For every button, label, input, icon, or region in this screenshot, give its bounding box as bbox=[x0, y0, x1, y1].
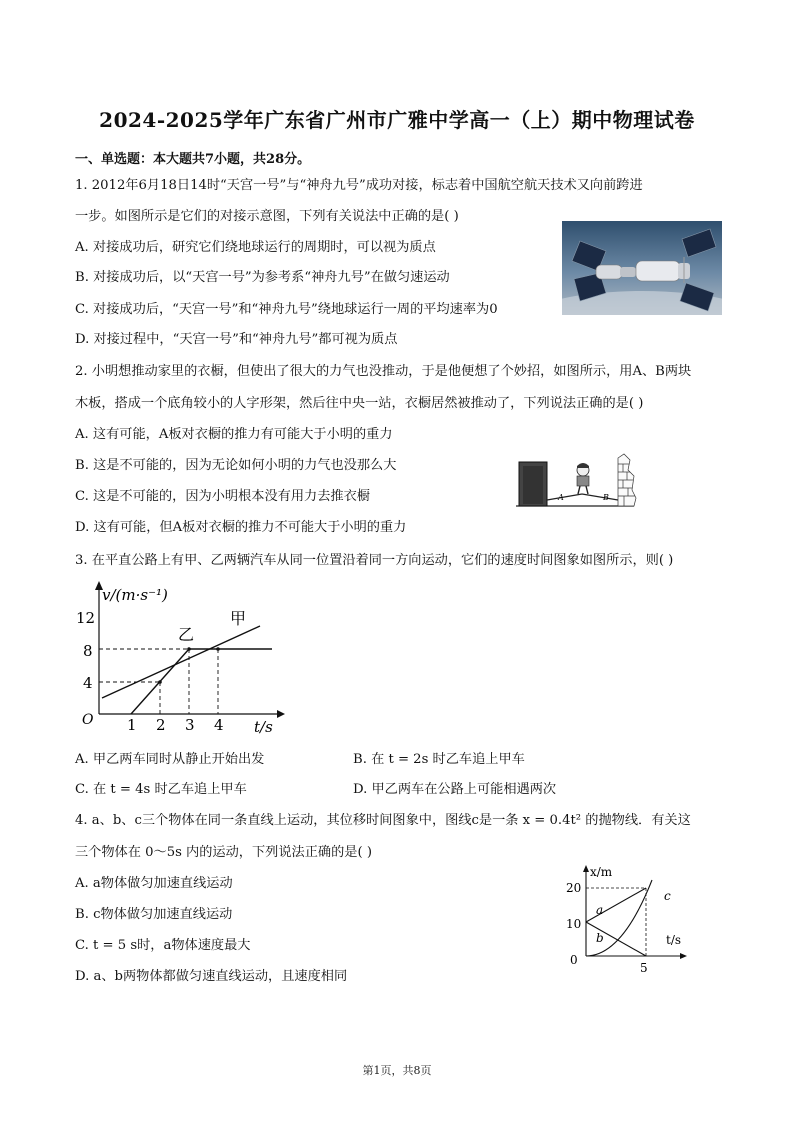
q3-xtick-4: 4 bbox=[214, 716, 224, 734]
q1-option-a[interactable]: A. 对接成功后，研究它们绕地球运行的周期时，可以视为质点 bbox=[75, 240, 436, 255]
q4-y-axis-label: x/m bbox=[590, 865, 613, 879]
q3-label-yi: 乙 bbox=[178, 625, 195, 644]
q4-ytick-20: 20 bbox=[566, 881, 582, 895]
q3-line-yi bbox=[131, 649, 272, 714]
q3-x-axis-label: t/s bbox=[254, 718, 273, 736]
page-footer: 第1页，共8页 bbox=[362, 1064, 432, 1077]
q4-label-c: c bbox=[664, 889, 671, 903]
q1-option-d[interactable]: D. 对接过程中，“天宫一号”和“神舟九号”都可视为质点 bbox=[75, 332, 398, 347]
q1-option-c[interactable]: C. 对接成功后，“天宫一号”和“神舟九号”绕地球运行一周的平均速率为0 bbox=[75, 302, 498, 317]
q2-stem-line2: 木板，搭成一个底角较小的人字形架，然后往中央一站，衣橱居然被推动了，下列说法正确的是( ) bbox=[75, 396, 644, 411]
q3-option-b[interactable]: B. 在 t = 2s 时乙车追上甲车 bbox=[353, 752, 525, 767]
q4-option-c[interactable]: C. t = 5 s时，a物体速度最大 bbox=[75, 938, 251, 953]
board-b-label: B bbox=[603, 493, 609, 502]
q4-option-d[interactable]: D. a、b两物体都做匀速直线运动，且速度相同 bbox=[75, 969, 348, 984]
q3-xtick-1: 1 bbox=[127, 716, 137, 734]
q4-stem-line2: 三个物体在 0～5s 内的运动，下列说法正确的是( ) bbox=[75, 845, 372, 860]
q4-ytick-10: 10 bbox=[566, 917, 582, 931]
q2-option-c[interactable]: C. 这是不可能的，因为小明根本没有用力去推衣橱 bbox=[75, 489, 370, 504]
q4-x-axis-label: t/s bbox=[666, 933, 682, 947]
wardrobe-push-figure bbox=[512, 450, 644, 510]
q3-ytick-8: 8 bbox=[83, 642, 93, 660]
q4-guide-lines bbox=[586, 888, 646, 956]
q4-option-b[interactable]: B. c物体做匀加速直线运动 bbox=[75, 907, 233, 922]
q1-option-b[interactable]: B. 对接成功后，以“天宫一号”为参考系“神舟九号”在做匀速运动 bbox=[75, 270, 450, 285]
section-heading: 一、单选题：本大题共7小题，共28分。 bbox=[75, 152, 311, 167]
q1-stem-line2: 一步。如图所示是它们的对接示意图，下列有关说法中正确的是( ) bbox=[75, 209, 459, 224]
q3-label-jia: 甲 bbox=[230, 609, 247, 628]
q1-stem-line1: 1. 2012年6月18日14时“天宫一号”与“神舟九号”成功对接，标志着中国航空航天技术又向前跨进 bbox=[75, 178, 643, 193]
q4-displacement-time-graph bbox=[560, 862, 692, 974]
q2-option-b[interactable]: B. 这是不可能的，因为无论如何小明的力气也没那么大 bbox=[75, 458, 397, 473]
q4-line-a bbox=[586, 888, 646, 922]
q4-origin-label: 0 bbox=[570, 953, 578, 967]
q2-option-d[interactable]: D. 这有可能，但A板对衣橱的推力不可能大于小明的重力 bbox=[75, 520, 407, 535]
q4-xtick-5: 5 bbox=[640, 961, 648, 974]
q3-option-c[interactable]: C. 在 t = 4s 时乙车追上甲车 bbox=[75, 782, 247, 797]
q3-xtick-3: 3 bbox=[185, 716, 195, 734]
q4-label-a: a bbox=[596, 903, 604, 917]
q3-origin-label: O bbox=[82, 712, 94, 728]
q4-stem-line1: 4. a、b、c三个物体在同一条直线上运动，其位移时间图象中，图线c是一条 x = 0.4t² 的抛物线．有关这 bbox=[75, 813, 691, 828]
q3-xtick-2: 2 bbox=[156, 716, 166, 734]
page-title: 2024-2025学年广东省广州市广雅中学高一（上）期中物理试卷 bbox=[99, 108, 695, 132]
q3-y-axis-label: v/(m·s⁻¹) bbox=[102, 586, 168, 604]
docking-spacecraft-figure bbox=[562, 221, 722, 315]
q4-line-b bbox=[586, 922, 646, 956]
q3-stem: 3. 在平直公路上有甲、乙两辆汽车从同一位置沿着同一方向运动，它们的速度时间图象如图所示，则( ) bbox=[75, 553, 674, 568]
q3-ytick-12: 12 bbox=[76, 609, 96, 627]
q3-option-a[interactable]: A. 甲乙两车同时从静止开始出发 bbox=[75, 752, 265, 767]
q3-ytick-4: 4 bbox=[83, 674, 93, 692]
q4-label-b: b bbox=[596, 931, 604, 945]
q2-stem-line1: 2. 小明想推动家里的衣橱，但使出了很大的力气也没推动，于是他便想了个妙招，如图所示，用A、B两块 bbox=[75, 364, 692, 379]
board-a-label: A bbox=[558, 493, 564, 502]
q4-option-a[interactable]: A. a物体做匀加速直线运动 bbox=[75, 876, 233, 891]
q3-option-d[interactable]: D. 甲乙两车在公路上可能相遇两次 bbox=[353, 782, 557, 797]
q2-option-a[interactable]: A. 这有可能，A板对衣橱的推力有可能大于小明的重力 bbox=[75, 427, 393, 442]
q3-velocity-time-graph bbox=[72, 578, 287, 738]
